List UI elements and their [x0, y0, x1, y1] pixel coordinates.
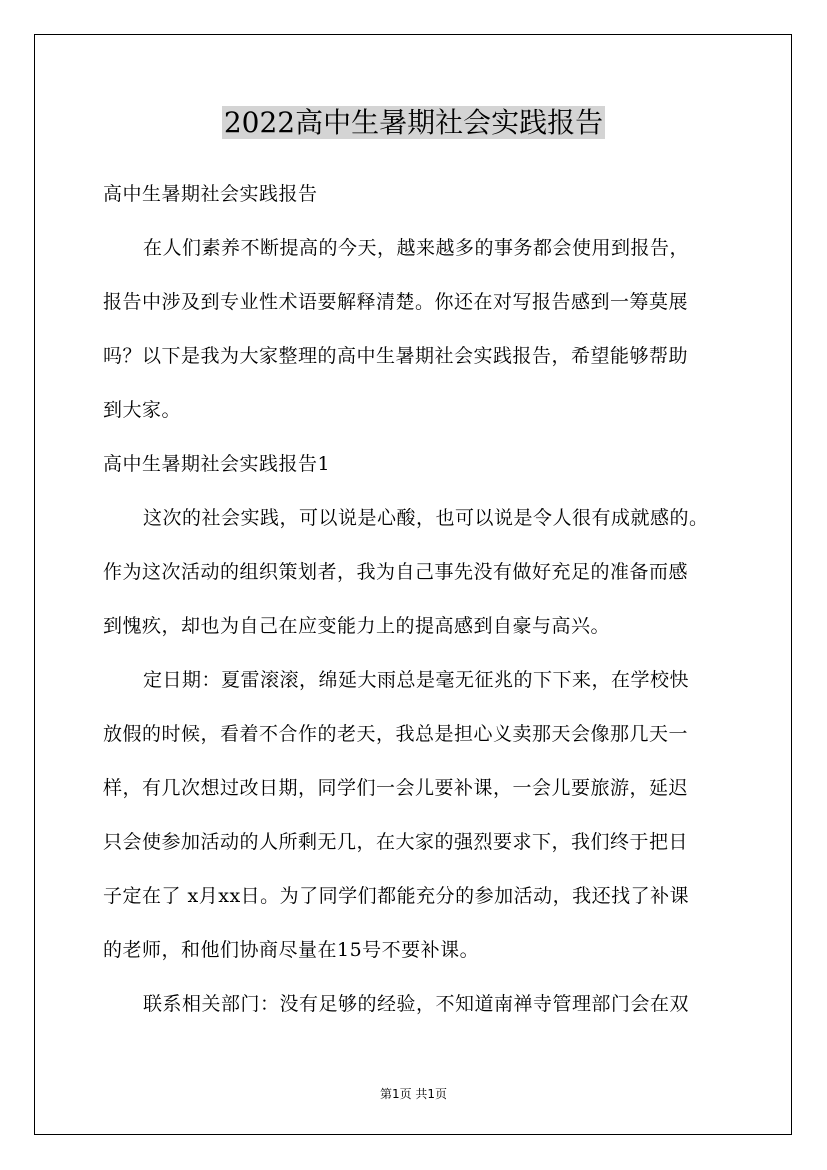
- paragraph-line: 到大家。: [103, 399, 182, 421]
- paragraph-line: 到愧疚，却也为自己在应变能力上的提高感到自豪与高兴。: [103, 615, 611, 637]
- paragraph-line: 报告中涉及到专业性术语要解释清楚。你还在对写报告感到一筹莫展: [103, 291, 689, 313]
- page-footer: [0, 1085, 827, 1102]
- page-number-label: 第1页 共1页: [379, 1087, 448, 1101]
- paragraph-line: 只会使参加活动的人所剩无几，在大家的强烈要求下，我们终于把日: [103, 831, 689, 853]
- paragraph-line: 样，有几次想过改日期，同学们一会儿要补课，一会儿要旅游，延迟: [103, 777, 689, 799]
- paragraph-line: 吗？以下是我为大家整理的高中生暑期社会实践报告，希望能够帮助: [103, 345, 689, 367]
- paragraph-line: 联系相关部门：没有足够的经验，不知道南禅寺管理部门会在双: [143, 993, 690, 1015]
- paragraph-line: 这次的社会实践，可以说是心酸，也可以说是令人很有成就感的。: [143, 507, 709, 529]
- document-body: [103, 172, 743, 1036]
- paragraph-line: 在人们素养不断提高的今天，越来越多的事务都会使用到报告，: [143, 237, 690, 259]
- paragraph-line: 放假的时候，看着不合作的老天，我总是担心义卖那天会像那几天一: [103, 723, 689, 745]
- document-title-text: 2022高中生暑期社会实践报告: [223, 106, 604, 139]
- paragraph-line: 子定在了 x月xx日。为了同学们都能充分的参加活动，我还找了补课: [103, 885, 690, 907]
- section-heading: 高中生暑期社会实践报告1: [103, 453, 331, 475]
- paragraph-line: 定日期：夏雷滚滚，绵延大雨总是毫无征兆的下下来，在学校快: [143, 669, 690, 691]
- subtitle-line: 高中生暑期社会实践报告: [103, 183, 318, 205]
- document-title: [0, 103, 827, 143]
- paragraph-line: 作为这次活动的组织策划者，我为自己事先没有做好充足的准备而感: [103, 561, 689, 583]
- paragraph-line: 的老师，和他们协商尽量在15号不要补课。: [103, 939, 480, 961]
